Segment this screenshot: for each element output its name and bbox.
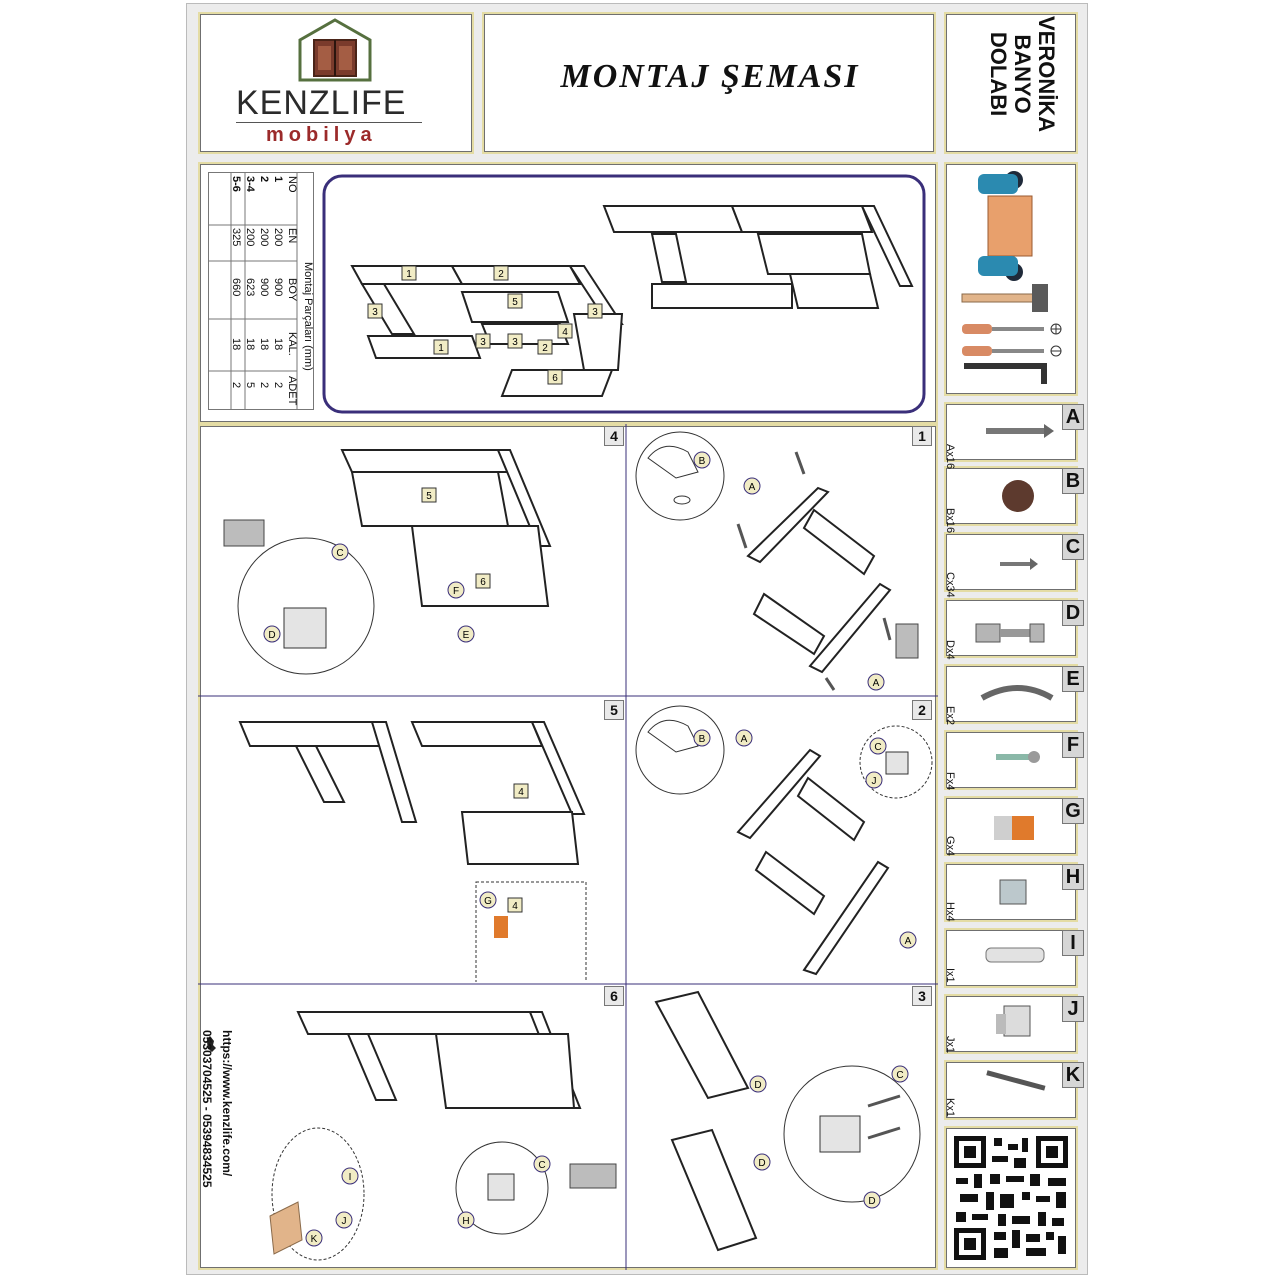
svg-text:A: A: [904, 936, 912, 947]
svg-text:B: B: [698, 734, 706, 745]
step-number-2: 2: [912, 700, 932, 720]
row4-boy: 660: [230, 278, 242, 297]
svg-text:4: 4: [518, 787, 524, 798]
website-link[interactable]: https://www.kenzlife.com/: [220, 1030, 234, 1177]
hardware-qty-f: Fx4: [944, 772, 956, 791]
row1-en: 200: [272, 228, 284, 247]
step-6-illustration: [240, 988, 622, 1266]
row4-no: 5-6: [230, 176, 242, 192]
step-1-illustration: [628, 428, 934, 694]
row3-kal: 18: [244, 338, 256, 351]
step-3-illustration: [628, 988, 934, 1266]
wall-plug-icon: [986, 948, 1044, 962]
hardware-qty-e: Ex2: [944, 706, 956, 725]
hardware-letter-i: I: [1062, 930, 1084, 956]
header-kal: KAL.: [286, 332, 298, 356]
qr-code-icon: [952, 1134, 1070, 1262]
svg-text:2: 2: [542, 343, 548, 354]
contact-info: [200, 1030, 234, 1188]
row3-no: 3-4: [244, 176, 256, 192]
hardware-letter-e: E: [1062, 666, 1084, 692]
parts-table-caption: Montaj Parçaları (mm): [302, 262, 314, 371]
hardware-qty-i: Ix1: [944, 968, 956, 983]
svg-text:D: D: [868, 1196, 876, 1207]
hardware-letter-j: J: [1062, 996, 1084, 1022]
dowel-icon: [994, 816, 1034, 840]
hardware-icons: [958, 402, 1058, 1120]
svg-text:3: 3: [480, 337, 486, 348]
row2-no: 2: [258, 176, 270, 183]
tools-illustration: [952, 168, 1072, 392]
product-line-1: VERONİKA: [1034, 16, 1059, 133]
svg-text:C: C: [896, 1070, 904, 1081]
hardware-letter-g: G: [1062, 798, 1084, 824]
step-number-5: 5: [604, 700, 624, 720]
step-4-illustration: [202, 428, 622, 694]
step-number-1: 1: [912, 426, 932, 446]
header-no: NO: [286, 176, 298, 193]
logo-house-icon: [298, 18, 372, 84]
svg-text:I: I: [348, 1172, 352, 1183]
row1-no: 1: [272, 176, 284, 183]
hardware-letter-b: B: [1062, 468, 1084, 494]
svg-text:E: E: [462, 630, 470, 641]
product-name: [986, 16, 1058, 132]
step-number-3: 3: [912, 986, 932, 1006]
row2-kal: 18: [258, 338, 270, 351]
svg-text:3: 3: [372, 307, 378, 318]
bolt-icon: [996, 751, 1040, 763]
svg-text:H: H: [462, 1216, 470, 1227]
row1-kal: 18: [272, 338, 284, 351]
bracket-icon: [1000, 880, 1026, 904]
svg-text:J: J: [341, 1216, 347, 1227]
hardware-letter-d: D: [1062, 600, 1084, 626]
hardware-letter-k: K: [1062, 1062, 1084, 1088]
row4-en: 325: [230, 228, 242, 247]
svg-text:2: 2: [498, 269, 504, 280]
cap-icon: [1002, 480, 1034, 512]
svg-text:3: 3: [512, 337, 518, 348]
hardware-letter-h: H: [1062, 864, 1084, 890]
flat-screwdriver-icon: [962, 346, 1061, 356]
allen-key-icon: [964, 366, 1044, 384]
row1-boy: 900: [272, 278, 284, 297]
row4-kal: 18: [230, 338, 242, 351]
row3-adet: 5: [244, 382, 256, 389]
hardware-qty-a: Ax16: [944, 444, 956, 470]
step-2-illustration: [628, 702, 934, 982]
two-person-icon: [978, 171, 1032, 281]
header-boy: BOY: [286, 278, 298, 302]
hardware-qty-b: Bx16: [944, 508, 956, 534]
phillips-screwdriver-icon: [962, 324, 1061, 334]
svg-text:1: 1: [406, 269, 412, 280]
svg-text:6: 6: [552, 373, 558, 384]
step-5-illustration: [202, 702, 622, 982]
svg-text:A: A: [740, 734, 748, 745]
hammer-icon: [962, 284, 1048, 312]
row2-boy: 900: [258, 278, 270, 297]
phone-numbers: 05303704525 - 05394834525: [200, 1030, 214, 1188]
svg-text:4: 4: [562, 327, 568, 338]
hardware-qty-h: Hx4: [944, 902, 956, 922]
row2-adet: 2: [258, 382, 270, 389]
small-screw-icon: [1000, 558, 1038, 570]
page-title: MONTAJ ŞEMASI: [560, 58, 860, 95]
svg-text:K: K: [310, 1234, 318, 1245]
brand-divider: [236, 122, 422, 123]
step-number-4: 4: [604, 426, 624, 446]
svg-text:C: C: [538, 1160, 546, 1171]
svg-text:1: 1: [438, 343, 444, 354]
svg-text:B: B: [698, 456, 706, 467]
hinge-icon: [976, 624, 1044, 642]
svg-text:4: 4: [512, 901, 518, 912]
hardware-letter-c: C: [1062, 534, 1084, 560]
overview-drawing: [322, 174, 926, 414]
step-number-6: 6: [604, 986, 624, 1006]
svg-text:C: C: [874, 742, 882, 753]
hardware-qty-j: Jx1: [944, 1036, 956, 1054]
header-en: EN: [286, 228, 298, 244]
svg-text:D: D: [268, 630, 276, 641]
svg-text:C: C: [336, 548, 344, 559]
screw-icon: [986, 424, 1054, 438]
brand-name: KENZLIFE: [236, 84, 407, 122]
product-line-3: DOLABI: [986, 31, 1011, 117]
hardware-qty-g: Gx4: [944, 836, 956, 857]
svg-text:D: D: [754, 1080, 762, 1091]
svg-text:5: 5: [426, 491, 432, 502]
hardware-qty-k: Kx1: [944, 1098, 956, 1117]
row4-adet: 2: [230, 382, 242, 389]
svg-text:F: F: [452, 586, 460, 597]
hardware-qty-c: Cx34: [944, 572, 956, 598]
row1-adet: 2: [272, 382, 284, 389]
svg-text:3: 3: [592, 307, 598, 318]
row3-en: 200: [244, 228, 256, 247]
handle-icon: [982, 688, 1052, 698]
svg-text:J: J: [871, 776, 877, 787]
header-adet: ADET: [286, 376, 298, 406]
svg-text:A: A: [748, 482, 756, 493]
svg-text:5: 5: [512, 297, 518, 308]
hardware-letter-f: F: [1062, 732, 1084, 758]
row3-boy: 623: [244, 278, 256, 297]
row2-en: 200: [258, 228, 270, 247]
svg-text:A: A: [872, 678, 880, 689]
hardware-qty-d: Dx4: [944, 640, 956, 660]
product-line-2: BANYO: [1010, 34, 1035, 114]
long-screw-icon: [986, 1070, 1045, 1090]
svg-text:G: G: [484, 896, 492, 907]
svg-text:6: 6: [480, 577, 486, 588]
hardware-letter-a: A: [1062, 404, 1084, 430]
svg-text:D: D: [758, 1158, 766, 1169]
hanger-icon: [996, 1006, 1030, 1036]
brand-subtitle: mobilya: [266, 124, 377, 146]
